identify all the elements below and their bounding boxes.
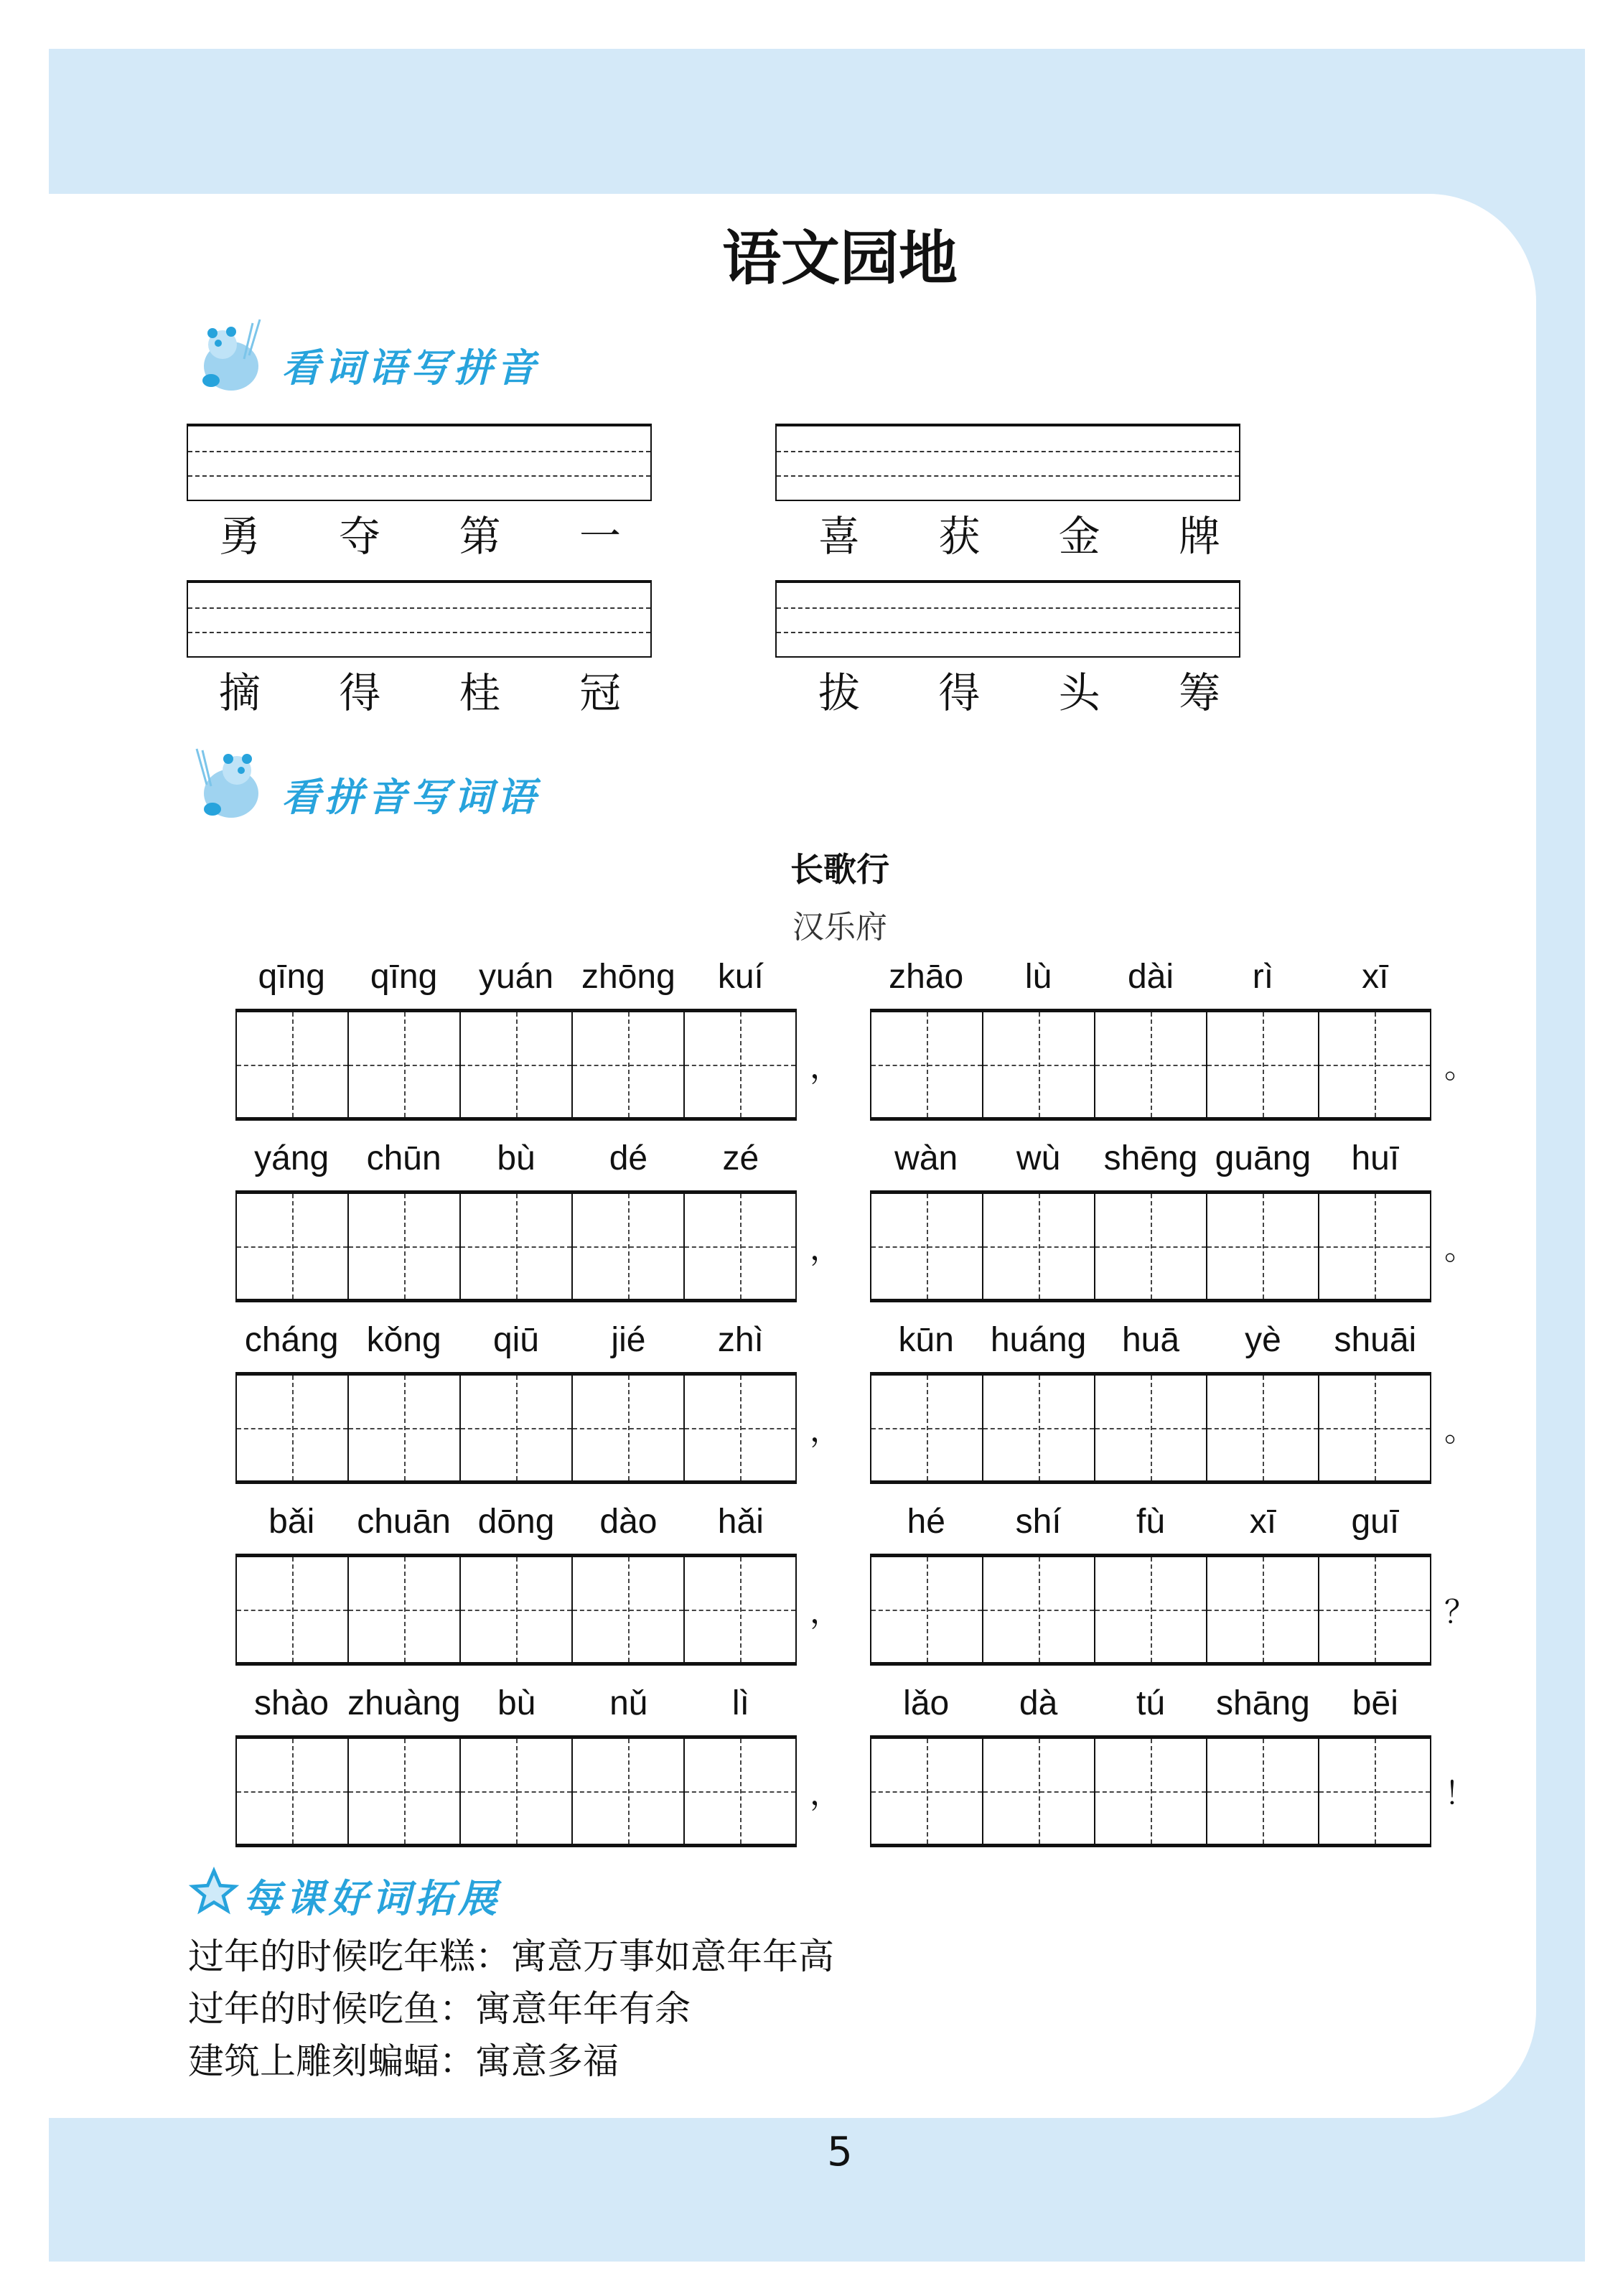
word (219, 503, 621, 563)
pinyin-syllable: kǒng (366, 1321, 441, 1359)
writing-cell[interactable] (235, 1376, 347, 1480)
word (818, 659, 1220, 719)
writing-cell[interactable] (235, 1012, 347, 1117)
pinyin-writing-box[interactable] (775, 580, 1240, 658)
writing-cell[interactable] (982, 1194, 1094, 1299)
pinyin-syllable: cháng (244, 1321, 339, 1359)
writing-cell[interactable] (870, 1376, 982, 1480)
pinyin-row (235, 957, 797, 997)
extension-line: 过年的时候吃年糕：寓意万事如意年年高 (188, 1936, 834, 1977)
writing-cell[interactable] (571, 1194, 683, 1299)
pinyin-writing-box[interactable] (775, 424, 1240, 501)
pinyin-syllable: dài (1127, 958, 1174, 996)
word-char: 得 (938, 668, 981, 717)
pinyin-syllable: chūn (366, 1139, 441, 1177)
writing-cell[interactable] (683, 1739, 797, 1844)
writing-cell[interactable] (982, 1376, 1094, 1480)
writing-cell[interactable] (459, 1012, 571, 1117)
pinyin-syllable: kūn (898, 1321, 954, 1359)
pinyin-syllable: shào (254, 1684, 329, 1722)
pinyin-syllable: hé (907, 1503, 945, 1541)
character-grid (870, 1190, 1431, 1302)
word-char: 获 (938, 512, 981, 561)
writing-cell[interactable] (982, 1557, 1094, 1662)
writing-cell[interactable] (459, 1194, 571, 1299)
punctuation-mark: ， (810, 1049, 841, 1086)
pinyin-syllable: nǔ (609, 1684, 648, 1722)
pinyin-syllable: qīng (370, 958, 438, 996)
pinyin-row (235, 1502, 797, 1541)
writing-cell[interactable] (1094, 1194, 1206, 1299)
pinyin-syllable: xī (1249, 1503, 1277, 1541)
pinyin-syllable: zhāo (889, 958, 964, 996)
writing-cell[interactable] (347, 1012, 459, 1117)
word-char: 喜 (818, 512, 861, 561)
writing-cell[interactable] (571, 1557, 683, 1662)
writing-cell[interactable] (683, 1194, 797, 1299)
pinyin-syllable: bēi (1352, 1684, 1398, 1722)
panda-icon (188, 743, 274, 822)
pinyin-syllable: bù (497, 1684, 536, 1722)
pinyin-row (235, 1684, 797, 1723)
pinyin-syllable: chuān (357, 1503, 451, 1541)
pinyin-syllable: dà (1019, 1684, 1058, 1722)
writing-cell[interactable] (683, 1376, 797, 1480)
writing-cell[interactable] (347, 1376, 459, 1480)
extension-line: 建筑上雕刻蝙蝠：寓意多福 (188, 2040, 619, 2082)
character-grid (870, 1735, 1431, 1847)
pinyin-row (870, 1684, 1431, 1723)
pinyin-row (235, 1320, 797, 1360)
section-heading-write-pinyin: 看词语写拼音 (281, 345, 540, 391)
pinyin-writing-box[interactable] (187, 424, 652, 501)
word-char: 金 (1058, 512, 1100, 561)
writing-cell[interactable] (982, 1739, 1094, 1844)
writing-cell[interactable] (1206, 1376, 1318, 1480)
pinyin-syllable: yè (1245, 1321, 1281, 1359)
writing-cell[interactable] (347, 1194, 459, 1299)
word-char: 第 (459, 512, 501, 561)
writing-cell[interactable] (1318, 1557, 1431, 1662)
writing-cell[interactable] (1094, 1739, 1206, 1844)
pinyin-syllable: fù (1136, 1503, 1166, 1541)
writing-cell[interactable] (347, 1557, 459, 1662)
word (818, 503, 1220, 563)
pinyin-syllable: lù (1024, 958, 1052, 996)
writing-cell[interactable] (1206, 1557, 1318, 1662)
writing-cell[interactable] (870, 1012, 982, 1117)
writing-cell[interactable] (459, 1376, 571, 1480)
writing-cell[interactable] (870, 1194, 982, 1299)
pinyin-syllable: tú (1136, 1684, 1166, 1722)
writing-cell[interactable] (1094, 1012, 1206, 1117)
writing-cell[interactable] (1206, 1012, 1318, 1117)
word-char: 拔 (818, 668, 861, 717)
punctuation-mark: ？ (1444, 1594, 1476, 1630)
pinyin-row (870, 1139, 1431, 1178)
character-grid (235, 1372, 797, 1484)
pinyin-syllable: huáng (990, 1321, 1087, 1359)
word-char: 一 (579, 512, 621, 561)
character-grid (235, 1009, 797, 1121)
pinyin-syllable: hǎi (717, 1503, 764, 1541)
pinyin-syllable: bǎi (268, 1503, 315, 1541)
writing-cell[interactable] (571, 1012, 683, 1117)
pinyin-row (235, 1139, 797, 1178)
pinyin-syllable: shuāi (1334, 1321, 1417, 1359)
writing-cell[interactable] (1094, 1557, 1206, 1662)
writing-cell[interactable] (683, 1557, 797, 1662)
writing-cell[interactable] (235, 1557, 347, 1662)
word-char: 夺 (339, 512, 381, 561)
character-grid (235, 1735, 797, 1847)
character-grid (235, 1554, 797, 1666)
character-grid (870, 1372, 1431, 1484)
extension-line: 过年的时候吃鱼：寓意年年有余 (188, 1988, 691, 2030)
punctuation-mark: 。 (1444, 1231, 1476, 1267)
word-char: 头 (1058, 668, 1100, 717)
writing-cell[interactable] (459, 1739, 571, 1844)
pinyin-syllable: zhōng (581, 958, 675, 996)
pinyin-writing-box[interactable] (187, 580, 652, 658)
pinyin-syllable: zhuàng (347, 1684, 461, 1722)
pinyin-syllable: lǎo (903, 1684, 950, 1722)
writing-cell[interactable] (982, 1012, 1094, 1117)
word-char: 牌 (1178, 512, 1220, 561)
writing-cell[interactable] (459, 1557, 571, 1662)
word-char: 筹 (1178, 668, 1220, 717)
page-title: 语文园地 (721, 224, 958, 293)
word-char: 勇 (219, 512, 261, 561)
punctuation-mark: 。 (1444, 1412, 1476, 1449)
section-heading-write-words: 看拼音写词语 (281, 774, 540, 820)
writing-cell[interactable] (1206, 1194, 1318, 1299)
punctuation-mark: ， (810, 1775, 841, 1812)
pinyin-row (870, 1320, 1431, 1360)
pinyin-syllable: zhì (717, 1321, 764, 1359)
writing-cell[interactable] (1318, 1376, 1431, 1480)
pinyin-syllable: shāng (1216, 1684, 1310, 1722)
punctuation-mark: ， (810, 1412, 841, 1449)
pinyin-syllable: kuí (717, 958, 764, 996)
writing-cell[interactable] (347, 1739, 459, 1844)
writing-cell[interactable] (1318, 1739, 1431, 1844)
pinyin-row (870, 1502, 1431, 1541)
poem-author: 汉乐府 (792, 909, 887, 946)
writing-cell[interactable] (1094, 1376, 1206, 1480)
character-grid (235, 1190, 797, 1302)
word (219, 659, 621, 719)
pinyin-syllable: yuán (478, 958, 554, 996)
pinyin-syllable: dōng (477, 1503, 555, 1541)
writing-cell[interactable] (683, 1012, 797, 1117)
writing-cell[interactable] (571, 1376, 683, 1480)
character-grid (870, 1009, 1431, 1121)
pinyin-syllable: wù (1016, 1139, 1061, 1177)
pinyin-syllable: bù (497, 1139, 535, 1177)
pinyin-syllable: xī (1362, 958, 1389, 996)
writing-cell[interactable] (571, 1739, 683, 1844)
pinyin-row (870, 957, 1431, 997)
pinyin-syllable: zé (722, 1139, 759, 1177)
word-char: 冠 (579, 668, 621, 717)
writing-cell[interactable] (1318, 1194, 1431, 1299)
pinyin-syllable: shí (1015, 1503, 1062, 1541)
writing-cell[interactable] (1206, 1739, 1318, 1844)
pinyin-syllable: wàn (894, 1139, 958, 1177)
pinyin-syllable: dào (599, 1503, 658, 1541)
writing-cell[interactable] (870, 1557, 982, 1662)
word-char: 摘 (219, 668, 261, 717)
punctuation-mark: 。 (1444, 1049, 1476, 1086)
writing-cell[interactable] (870, 1739, 982, 1844)
pinyin-syllable: yáng (254, 1139, 329, 1177)
pinyin-syllable: jié (611, 1321, 646, 1359)
pinyin-syllable: qiū (492, 1321, 540, 1359)
pinyin-syllable: rì (1252, 958, 1274, 996)
word-char: 桂 (459, 668, 501, 717)
pinyin-syllable: guī (1351, 1503, 1400, 1541)
pinyin-syllable: huī (1351, 1139, 1400, 1177)
section-heading-word-extension: 每课好词拓展 (243, 1875, 501, 1921)
writing-cell[interactable] (235, 1194, 347, 1299)
character-grid (870, 1554, 1431, 1666)
pinyin-syllable: shēng (1103, 1139, 1198, 1177)
word-char: 得 (339, 668, 381, 717)
writing-cell[interactable] (235, 1739, 347, 1844)
punctuation-mark: ， (810, 1231, 841, 1267)
writing-cell[interactable] (1318, 1012, 1431, 1117)
star-icon (188, 1867, 240, 1917)
pinyin-syllable: lì (731, 1684, 749, 1722)
panda-icon (188, 316, 274, 395)
punctuation-mark: ， (810, 1594, 841, 1630)
pinyin-syllable: huā (1121, 1321, 1180, 1359)
page-number: 5 (827, 2129, 853, 2175)
punctuation-mark: ！ (1444, 1775, 1476, 1812)
pinyin-syllable: dé (609, 1139, 648, 1177)
pinyin-syllable: guāng (1215, 1139, 1311, 1177)
poem-title: 长歌行 (790, 850, 889, 889)
pinyin-syllable: qīng (258, 958, 325, 996)
